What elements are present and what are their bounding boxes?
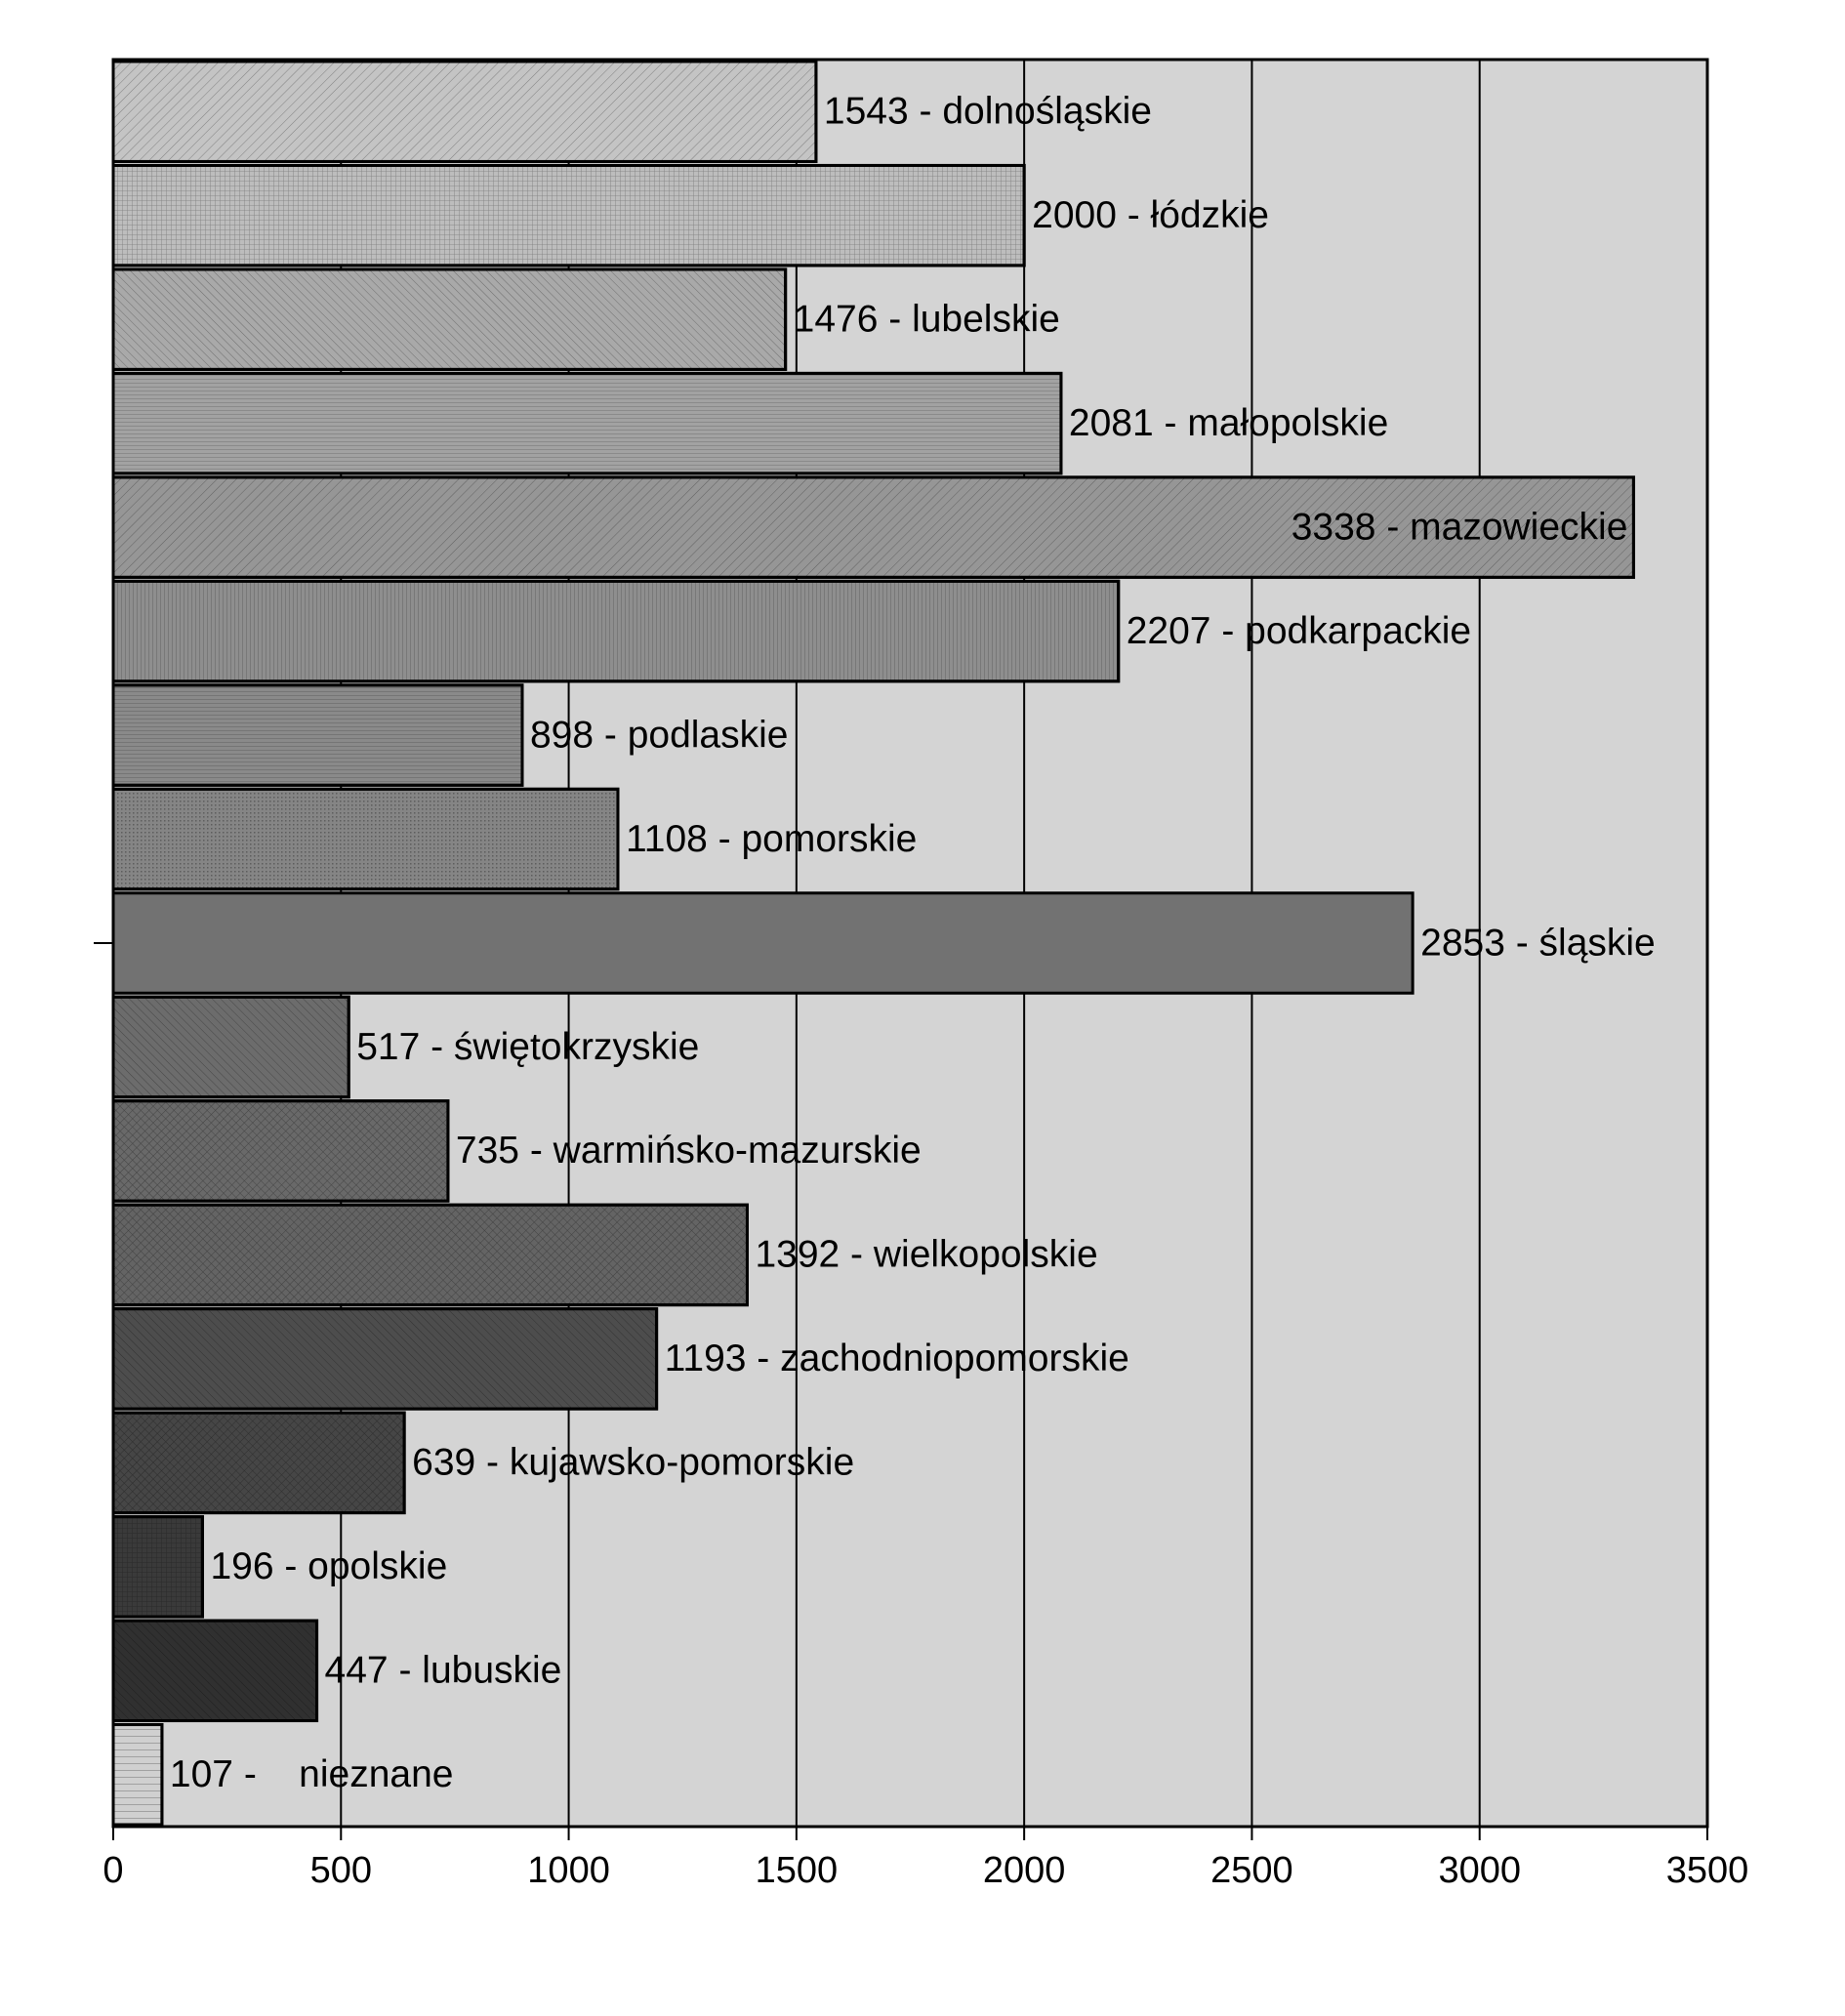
bar-label: 1476 - lubelskie — [793, 298, 1060, 341]
bar-label: 2000 - łódzkie — [1032, 194, 1269, 237]
bar-pattern — [113, 1725, 162, 1825]
bar-pattern — [113, 789, 618, 888]
bar — [113, 893, 1413, 993]
bar — [113, 581, 1119, 680]
bar — [113, 269, 786, 369]
bar-label: 898 - podlaskie — [529, 714, 789, 757]
bar-pattern — [113, 997, 348, 1096]
bar-pattern — [113, 269, 786, 369]
x-tick-label: 3000 — [1438, 1850, 1521, 1891]
x-tick-label: 1000 — [527, 1850, 610, 1891]
bar — [113, 685, 522, 785]
x-tick-label: 500 — [309, 1850, 372, 1891]
bar — [113, 1517, 202, 1617]
x-axis-ticks — [102, 1827, 1748, 1891]
bar — [113, 165, 1024, 265]
x-tick-label: 2500 — [1210, 1850, 1293, 1891]
bar-label: 196 - opolskie — [210, 1545, 448, 1588]
bar-pattern — [113, 1413, 404, 1512]
bar-pattern — [113, 1101, 448, 1201]
bar-label: 447 - lubuskie — [324, 1649, 562, 1692]
bar-pattern — [113, 581, 1119, 680]
bar-label: 517 - świętokrzyskie — [356, 1025, 700, 1068]
bar-pattern — [113, 1621, 317, 1720]
x-tick-label: 0 — [102, 1850, 124, 1891]
bar-label: 3338 - mazowieckie — [1291, 506, 1628, 549]
bar — [113, 1205, 747, 1304]
bar-label: 2853 - śląskie — [1420, 922, 1656, 965]
bar — [113, 62, 816, 161]
bar-label: 1543 - dolnośląskie — [823, 90, 1152, 133]
bar-label: 639 - kujawsko-pomorskie — [412, 1441, 855, 1484]
bar-fill — [113, 893, 1413, 993]
bar-label: 2207 - podkarpackie — [1126, 609, 1472, 652]
x-tick-label: 1500 — [755, 1850, 839, 1891]
bar-pattern — [113, 1205, 747, 1304]
bar-pattern — [113, 373, 1061, 473]
bar-label: 2081 - małopolskie — [1068, 401, 1389, 444]
bar — [113, 1413, 404, 1512]
bar — [113, 1101, 448, 1201]
x-tick-label: 2000 — [982, 1850, 1066, 1891]
bar-label: 1108 - pomorskie — [625, 817, 918, 860]
bar — [113, 373, 1061, 473]
bar-label: 1392 - wielkopolskie — [755, 1233, 1098, 1276]
bar — [113, 997, 348, 1096]
bar-label: 107 - nieznane — [169, 1753, 454, 1796]
bar — [113, 1725, 162, 1825]
bar — [113, 789, 618, 888]
x-tick-label: 3500 — [1665, 1850, 1749, 1891]
bar-pattern — [113, 1309, 657, 1409]
bar-pattern — [113, 685, 522, 785]
bar — [113, 1621, 317, 1720]
bar-pattern — [113, 1517, 202, 1617]
bar-pattern — [113, 62, 816, 161]
bar-pattern — [113, 165, 1024, 265]
bar — [113, 1309, 657, 1409]
bar-label: 735 - warmińsko-mazurskie — [455, 1130, 922, 1173]
bar-label: 1193 - zachodniopomorskie — [664, 1337, 1129, 1380]
